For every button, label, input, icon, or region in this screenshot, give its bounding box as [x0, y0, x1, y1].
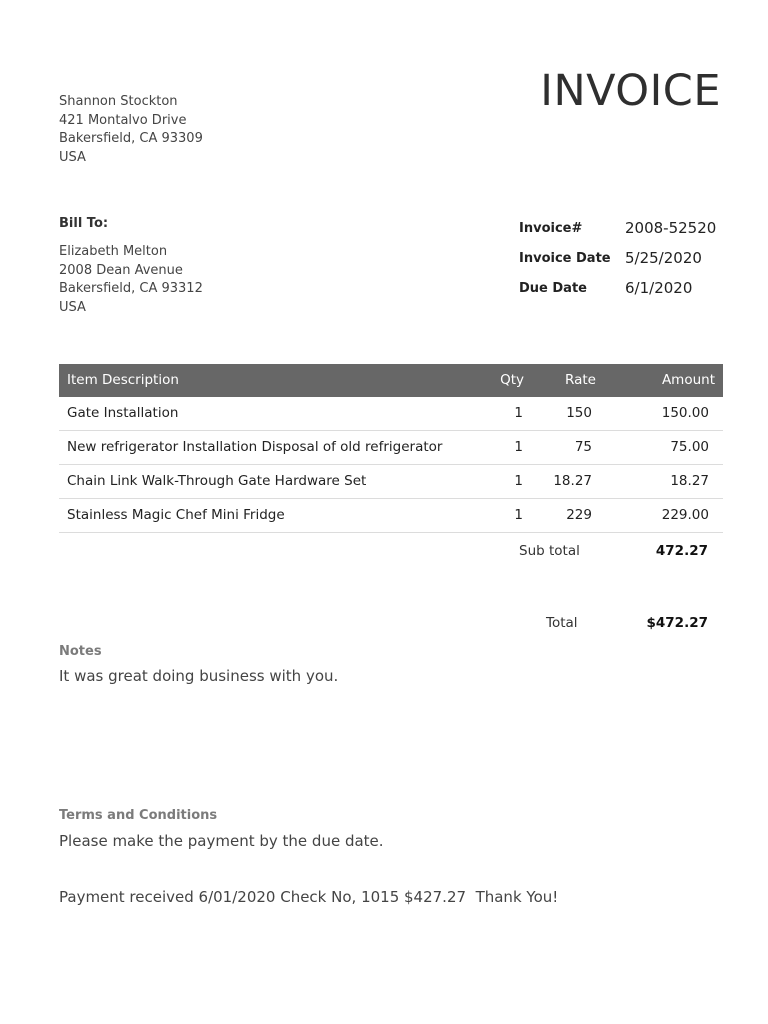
- row-rate: 75: [574, 439, 592, 455]
- row-amount: 150.00: [661, 405, 709, 421]
- table-row: [59, 431, 723, 465]
- row-amount: 18.27: [670, 473, 709, 489]
- sender-city: Bakersfield, CA 93309: [59, 131, 203, 147]
- header-description: Item Description: [67, 372, 179, 388]
- row-rate: 18.27: [553, 473, 592, 489]
- table-row: [59, 397, 723, 431]
- notes-text: It was great doing business with you.: [59, 667, 339, 685]
- table-row: [59, 465, 723, 499]
- sender-country: USA: [59, 149, 86, 165]
- sender-address: [59, 93, 203, 167]
- row-amount: 75.00: [670, 439, 709, 455]
- row-amount: 229.00: [661, 507, 709, 523]
- row-description: Gate Installation: [67, 405, 179, 421]
- invoice-date-value: 5/25/2020: [625, 249, 702, 267]
- subtotal-value: 472.27: [655, 543, 708, 559]
- row-description: Stainless Magic Chef Mini Fridge: [67, 507, 285, 523]
- table-row: [59, 499, 723, 533]
- invoice-number-label: Invoice#: [519, 221, 583, 236]
- header-amount: Amount: [661, 372, 715, 388]
- bill-to-city: Bakersfield, CA 93312: [59, 281, 203, 297]
- invoice-date-label: Invoice Date: [519, 251, 611, 266]
- row-rate: 150: [566, 405, 592, 421]
- row-rate: 229: [566, 507, 592, 523]
- invoice-number-value: 2008-52520: [625, 219, 717, 237]
- due-date-value: 6/1/2020: [625, 279, 693, 297]
- bill-to-label: Bill To:: [59, 216, 109, 231]
- payment-note: Payment received 6/01/2020 Check No, 1015 $427.27 Thank You!: [59, 888, 559, 906]
- bill-to-address: [59, 243, 203, 317]
- notes-label: Notes: [59, 644, 102, 659]
- sender-name: Shannon Stockton: [59, 94, 178, 109]
- invoice-title: INVOICE: [540, 66, 721, 116]
- subtotal-label: Sub total: [519, 543, 580, 559]
- header-rate: Rate: [565, 372, 596, 388]
- sender-street: 421 Montalvo Drive: [59, 112, 187, 128]
- table-header: [59, 364, 723, 397]
- row-description: New refrigerator Installation Disposal of old refrigerator: [67, 439, 443, 455]
- row-qty: 1: [514, 473, 523, 489]
- total-value: $472.27: [646, 615, 708, 631]
- bill-to-name: Elizabeth Melton: [59, 244, 168, 259]
- bill-to-country: USA: [59, 299, 86, 315]
- row-qty: 1: [514, 439, 523, 455]
- total-label: Total: [546, 615, 578, 631]
- items-table: [59, 364, 723, 533]
- due-date-label: Due Date: [519, 281, 587, 296]
- row-description: Chain Link Walk-Through Gate Hardware Set: [67, 473, 367, 489]
- row-qty: 1: [514, 507, 523, 523]
- header-qty: Qty: [500, 372, 524, 388]
- row-qty: 1: [514, 405, 523, 421]
- terms-text: Please make the payment by the due date.: [59, 832, 384, 850]
- terms-label: Terms and Conditions: [59, 808, 218, 823]
- bill-to-street: 2008 Dean Avenue: [59, 262, 183, 278]
